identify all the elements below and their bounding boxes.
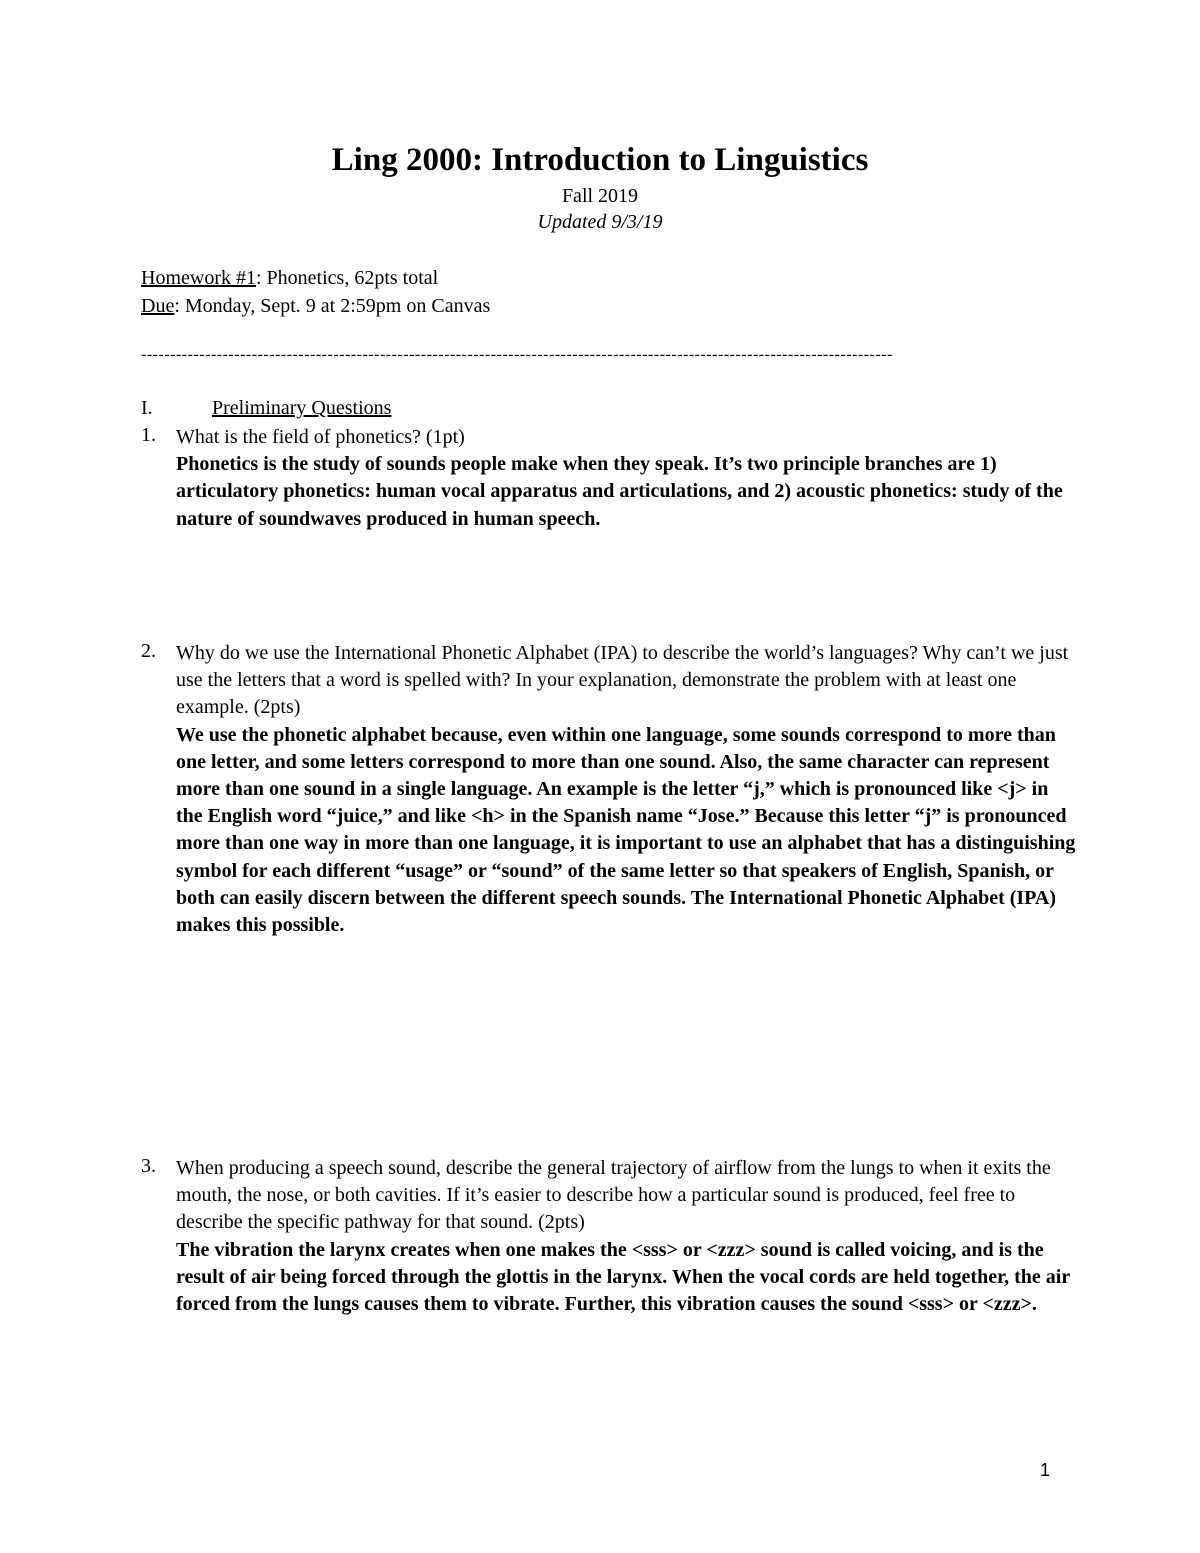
question-number: 3.	[141, 1155, 156, 1177]
due-label: Due	[141, 295, 175, 317]
question-number: 2.	[141, 640, 156, 662]
question-number: 1.	[141, 424, 156, 446]
term-label: Fall 2019	[561, 185, 639, 207]
question-answer: The vibration the larynx creates when one makes the <sss> or <zzz> sound is called voicing, and is the result of air being forced through the glottis in the larynx. When the vocal cords are held together, the air forced from the lungs causes them to vibrate. Further, this vibration causes the sound <sss> or <zzz>.	[176, 1238, 1070, 1316]
section-numeral: I.	[141, 397, 153, 419]
section-title: Preliminary Questions	[212, 397, 392, 419]
question-answer: We use the phonetic alphabet because, even within one language, some sounds correspond to more than one letter, and some letters correspond to more than one sound. Also, the same character can represent more than one sound in a single language. An example is the letter “j,” which is pronounced like <j> in the English word “juice,” and like <h> in the Spanish name “Jose.” Because this letter “j” is pronounced more than one way in more than one language, it is important to use an alphabet that has a distinguishing symbol for each different “usage” or “sound” of the same letter so that speakers of English, Spanish, or both can easily discern between the different speech sounds. The International Phonetic Alphabet (IPA) makes this possible.	[176, 723, 1076, 937]
due-value: : Monday, Sept. 9 at 2:59pm on Canvas	[174, 295, 491, 317]
question-block	[176, 424, 1076, 533]
question-prompt: Why do we use the International Phonetic Alphabet (IPA) to describe the world’s languages? Why can’t we just use the letters that a word is spelled with? In your explanation, demonstrate the problem with at least one example. (2pts)	[176, 642, 1069, 719]
section-heading	[141, 397, 391, 420]
question-prompt: When producing a speech sound, describe the general trajectory of airflow from the lungs to when it exits the mouth, the nose, or both cavities. If it’s easier to describe how a particular sound is produced, feel free to describe the specific pathway for that sound. (2pts)	[176, 1157, 1051, 1234]
homework-label: Homework #1	[141, 267, 256, 289]
dashed-divider: ---------------------------------------------------------------------------------------------------------------------------------	[141, 346, 893, 363]
question-prompt: What is the field of phonetics? (1pt)	[176, 426, 465, 448]
homework-value: : Phonetics, 62pts total	[255, 267, 439, 289]
question-block	[176, 1155, 1076, 1318]
page-title: Ling 2000: Introduction to Linguistics	[331, 142, 869, 178]
question-answer: Phonetics is the study of sounds people make when they speak. It’s two principle branches are 1) articulatory phonetics: human vocal apparatus and articulations, and 2) acoustic phonetics: study of the nature of soundwaves produced in human speech.	[176, 453, 1063, 530]
homework-line	[141, 267, 438, 290]
question-block	[176, 640, 1076, 939]
page-number: 1	[1040, 1460, 1051, 1480]
updated-date: Updated 9/3/19	[537, 211, 663, 233]
due-line	[141, 295, 490, 318]
